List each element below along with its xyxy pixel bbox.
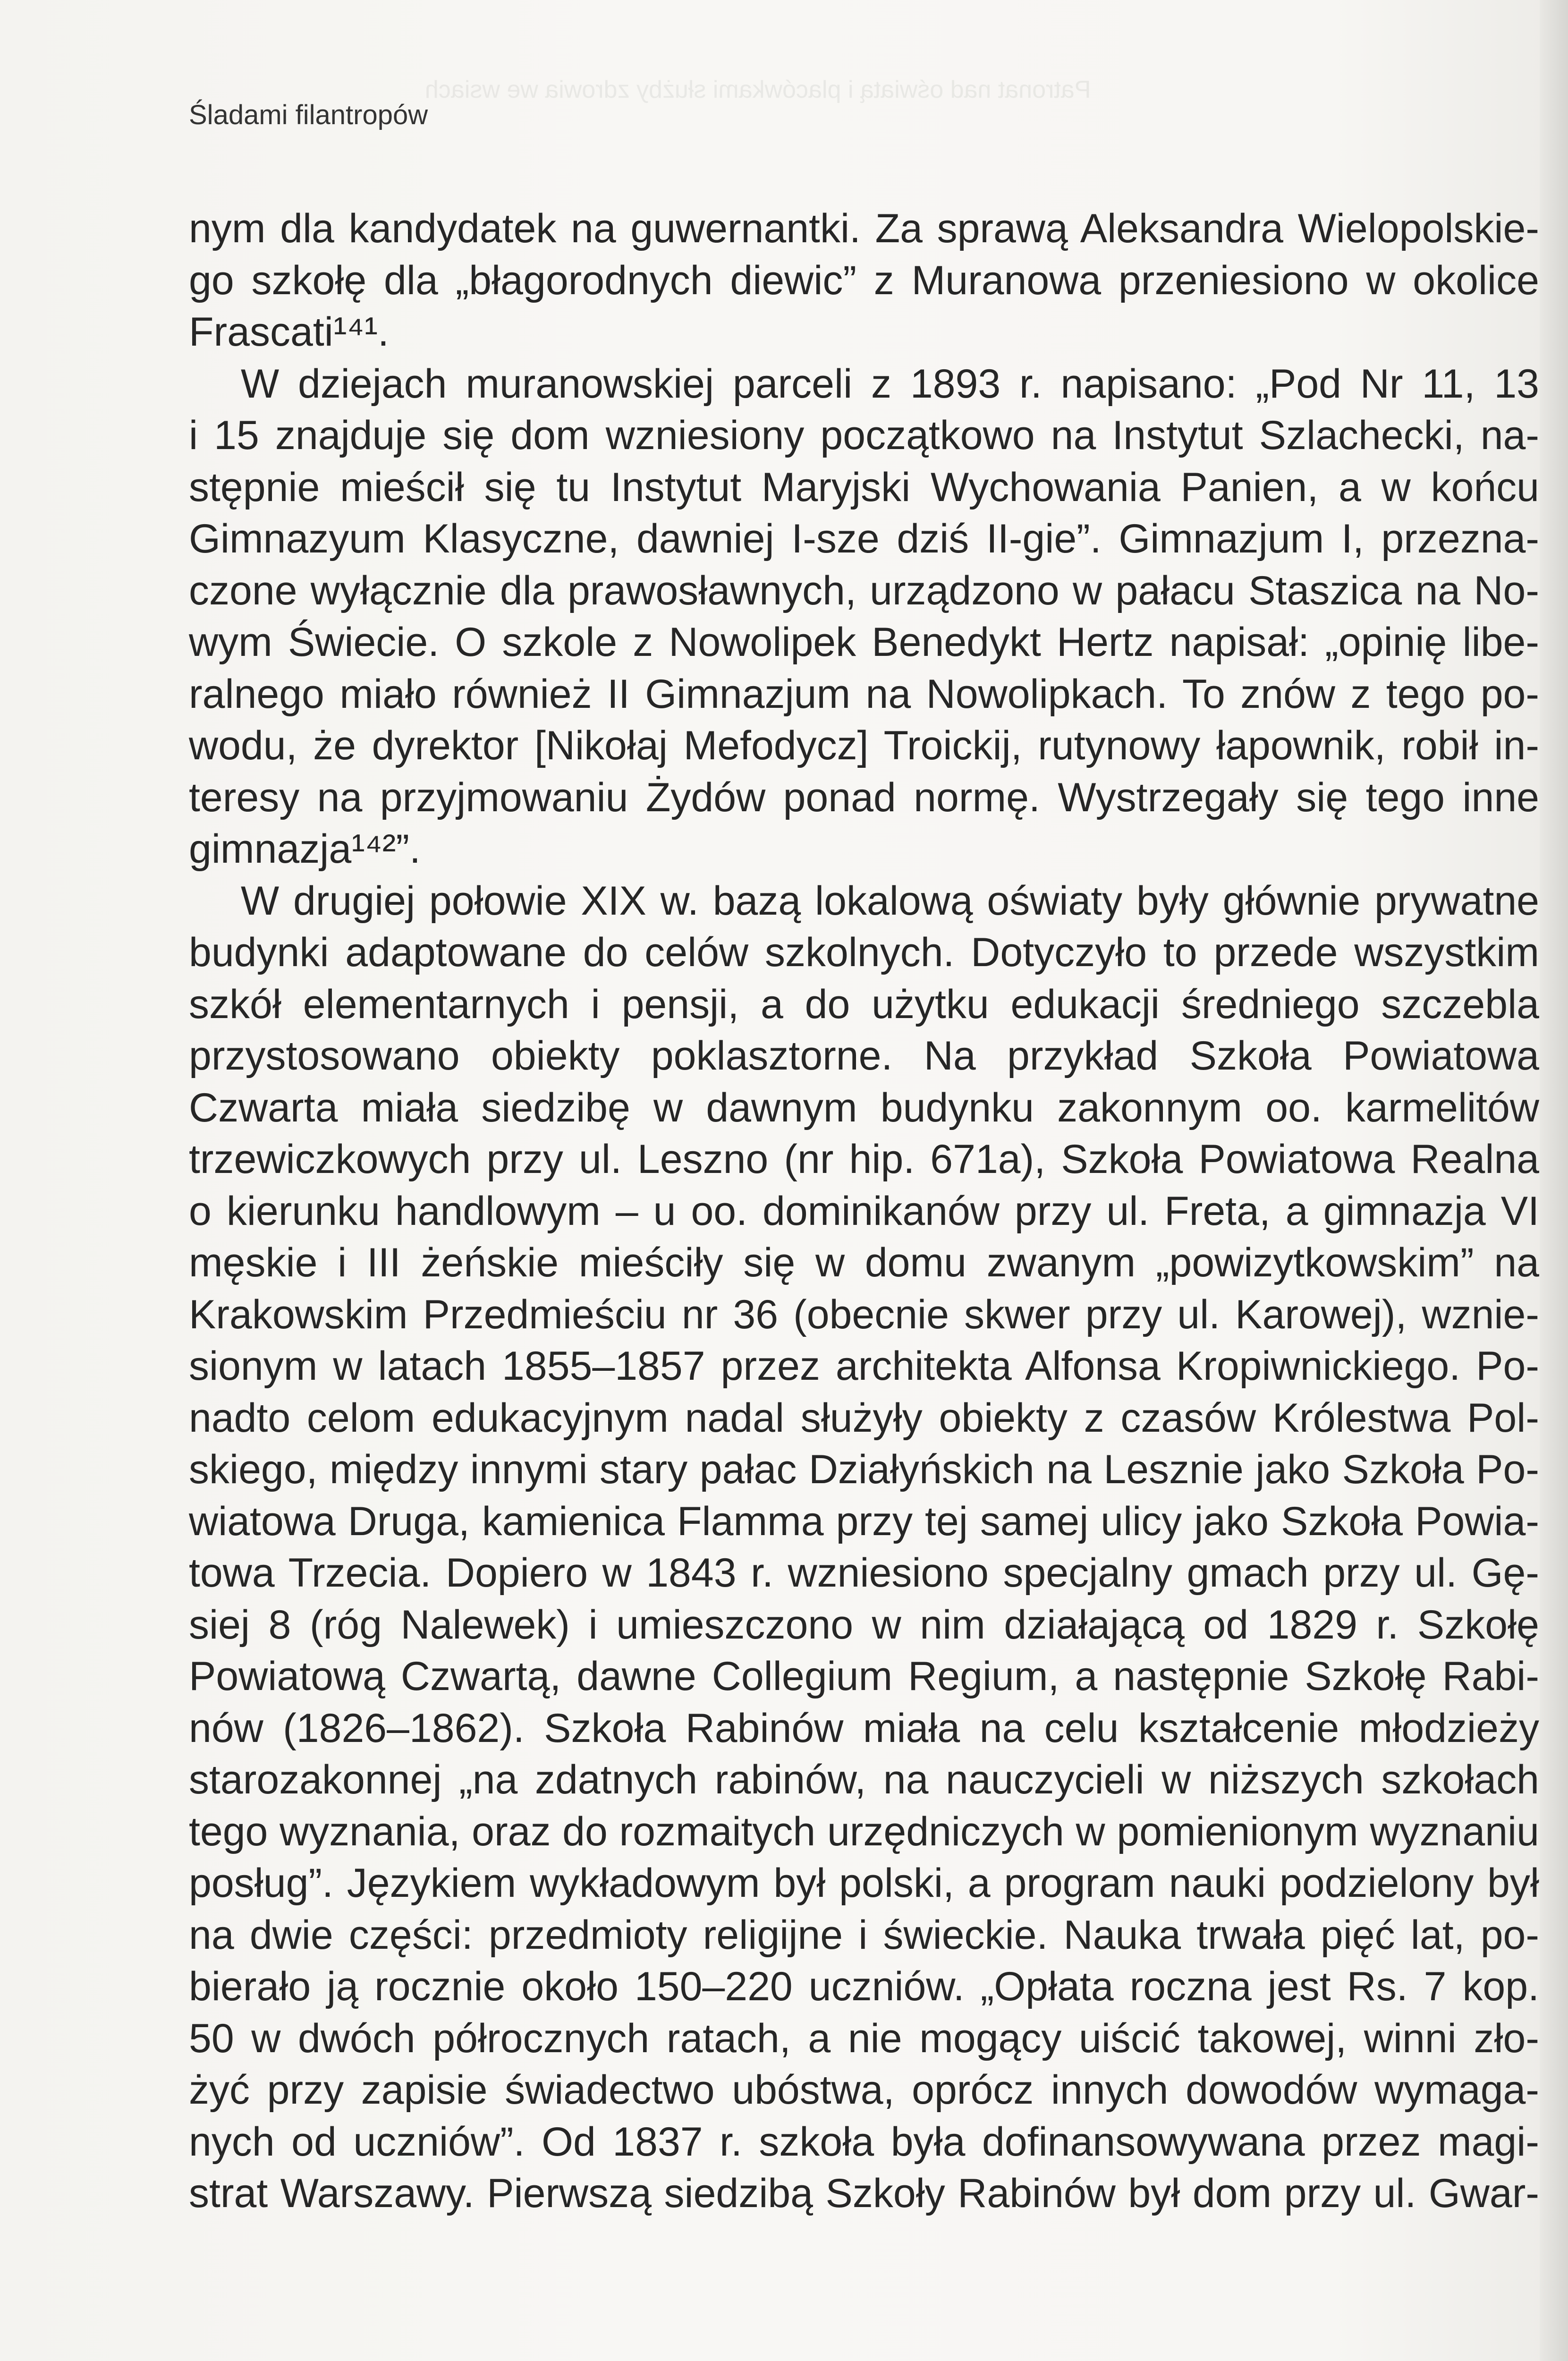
text-line: nym dla kandydatek na guwernantki. Za sprawą Aleksandra Wielopolskie- bbox=[189, 206, 1539, 251]
text-line: na dwie części: przedmioty religijne i świeckie. Nauka trwała pięć lat, po- bbox=[189, 1912, 1539, 1958]
text-line: 50 w dwóch półrocznych ratach, a nie mogący uiścić takowej, winni zło- bbox=[189, 2015, 1539, 2061]
text-line: męskie i III żeńskie mieściły się w domu zwanym „powizytkowskim” na bbox=[189, 1240, 1539, 1285]
text-line: i 15 znajduje się dom wzniesiony początkowo na Instytut Szlachecki, na- bbox=[189, 413, 1539, 458]
text-line: nych od uczniów”. Od 1837 r. szkoła była dofinansowywana przez magi- bbox=[189, 2119, 1539, 2165]
text-line: go szkołę dla „błagorodnych diewic” z Muranowa przeniesiono w okolice bbox=[189, 257, 1539, 303]
text-line: budynki adaptowane do celów szkolnych. Dotyczyło to przede wszystkim bbox=[189, 930, 1539, 975]
text-line: wodu, że dyrektor [Nikołaj Mefodycz] Troickij, rutynowy łapownik, robił in- bbox=[189, 723, 1539, 768]
text-line: gimnazja¹⁴²”. bbox=[189, 826, 421, 872]
text-line: towa Trzecia. Dopiero w 1843 r. wzniesiono specjalny gmach przy ul. Gę- bbox=[189, 1550, 1539, 1596]
text-line: wiatowa Druga, kamienica Flamma przy tej samej ulicy jako Szkoła Powia- bbox=[189, 1498, 1539, 1544]
page-edge-shadow bbox=[1540, 0, 1568, 2361]
text-line: posług”. Językiem wykładowym był polski, a program nauki podzielony był bbox=[189, 1860, 1539, 1906]
bleed-through-text: Patronat nad oświatą i placówkami służby zdrowia we wsiach bbox=[425, 76, 1091, 103]
body-text bbox=[189, 203, 1539, 2220]
text-line: trzewiczkowych przy ul. Leszno (nr hip. 671a), Szkoła Powiatowa Realna bbox=[189, 1137, 1539, 1182]
text-line: nów (1826–1862). Szkoła Rabinów miała na celu kształcenie młodzieży bbox=[189, 1705, 1539, 1751]
text-line: siej 8 (róg Nalewek) i umieszczono w nim działającą od 1829 r. Szkołę bbox=[189, 1602, 1539, 1648]
text-line: Powiatową Czwartą, dawne Collegium Regium, a następnie Szkołę Rabi- bbox=[189, 1654, 1539, 1699]
text-line: Krakowskim Przedmieściu nr 36 (obecnie skwer przy ul. Karowej), wznie- bbox=[189, 1291, 1539, 1337]
text-line: ralnego miało również II Gimnazjum na Nowolipkach. To znów z tego po- bbox=[189, 671, 1539, 717]
text-line: W dziejach muranowskiej parceli z 1893 r. napisano: „Pod Nr 11, 13 bbox=[241, 361, 1539, 407]
text-line: Gimnazyum Klasyczne, dawniej I-sze dziś II-gie”. Gimnazjum I, przezna- bbox=[189, 516, 1539, 561]
text-line: starozakonnej „na zdatnych rabinów, na nauczycieli w niższych szkołach bbox=[189, 1757, 1539, 1802]
text-line: teresy na przyjmowaniu Żydów ponad normę. Wystrzegały się tego inne bbox=[189, 774, 1539, 820]
text-line: o kierunku handlowym – u oo. dominikanów przy ul. Freta, a gimnazja VI bbox=[189, 1188, 1539, 1234]
text-line: tego wyznania, oraz do rozmaitych urzędniczych w pomienionym wyznaniu bbox=[189, 1809, 1539, 1854]
text-line: nadto celom edukacyjnym nadal służyły obiekty z czasów Królestwa Pol- bbox=[189, 1395, 1539, 1441]
text-line: Frascati¹⁴¹. bbox=[189, 309, 389, 355]
text-line: W drugiej połowie XIX w. bazą lokalową oświaty były głównie prywatne bbox=[241, 878, 1539, 924]
text-line: przystosowano obiekty poklasztorne. Na przykład Szkoła Powiatowa bbox=[189, 1033, 1539, 1079]
text-line: bierało ją rocznie około 150–220 uczniów. „Opłata roczna jest Rs. 7 kop. bbox=[189, 1964, 1539, 2009]
text-line: strat Warszawy. Pierwszą siedzibą Szkoły Rabinów był dom przy ul. Gwar- bbox=[189, 2171, 1539, 2216]
text-line: czone wyłącznie dla prawosławnych, urządzono w pałacu Staszica na No- bbox=[189, 568, 1539, 613]
text-line: sionym w latach 1855–1857 przez architekta Alfonsa Kropiwnickiego. Po- bbox=[189, 1343, 1539, 1389]
text-line: stępnie mieścił się tu Instytut Maryjski Wychowania Panien, a w końcu bbox=[189, 464, 1539, 510]
text-line: wym Świecie. O szkole z Nowolipek Benedykt Hertz napisał: „opinię libe- bbox=[189, 620, 1539, 665]
text-line: szkół elementarnych i pensji, a do użytku edukacji średniego szczebla bbox=[189, 981, 1539, 1027]
text-line: Czwarta miała siedzibę w dawnym budynku zakonnym oo. karmelitów bbox=[189, 1085, 1539, 1130]
running-header: Śladami filantropów bbox=[189, 100, 428, 130]
text-line: żyć przy zapisie świadectwo ubóstwa, oprócz innych dowodów wymaga- bbox=[189, 2067, 1539, 2113]
text-line: skiego, między innymi stary pałac Działyńskich na Lesznie jako Szkoła Po- bbox=[189, 1447, 1539, 1492]
